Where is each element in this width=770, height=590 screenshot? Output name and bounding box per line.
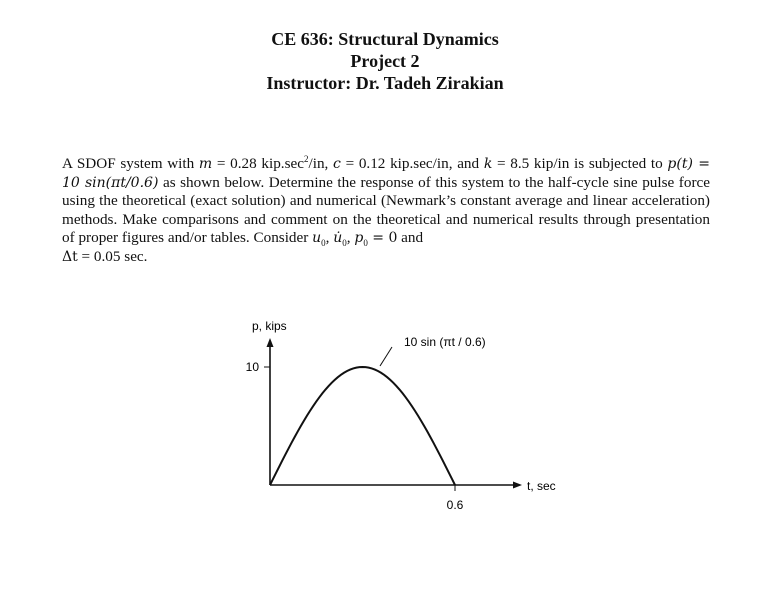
stiffness-symbol: k [483,156,493,172]
problem-text: A SDOF system with [62,155,199,172]
y-axis-label: p, kips [252,319,287,333]
x-axis-arrowhead [513,482,522,489]
p0-symbol: p [354,230,364,246]
problem-text: /in, [308,155,334,172]
initial-zero: = 0 [367,230,398,246]
problem-statement [62,155,710,266]
problem-text: as shown below. Determine the response of this system to the half-cycle sine pulse force using the theoretical (exact solution) and numerical (Newmark’s constant average and linear acceleration) methods. Make comparisons and comment on the theoretical and numerical results through presentation of proper figures and/or tables. Consider [62,173,710,246]
u0-dot-subscript: 0 [342,238,347,249]
problem-paragraph [62,155,710,266]
stiffness-value: = 8.5 kip/in is subjected to [492,155,663,172]
pulse-curve-series [270,367,455,485]
x-tick-label: 0.6 [446,498,464,512]
p0-subscript: 0 [363,238,368,249]
instructor-line: Instructor: Dr. Tadeh Zirakian [266,73,504,93]
damping-symbol: c [333,156,341,172]
u0-symbol: u [312,230,322,246]
separator: , [325,229,334,246]
y-tick-label: 10 [245,360,259,374]
mass-exponent: 2 [304,153,309,164]
mass-value: = 0.28 kip.sec [212,155,304,172]
mass-symbol: m [198,156,213,172]
half-sine-pulse-figure [230,310,556,525]
curve-label-leader [380,347,392,366]
project-title: Project 2 [350,51,420,71]
curve-label: 10 sin (πt / 0.6) [404,335,486,349]
u0-subscript: 0 [321,238,326,249]
time-step-symbol: Δt [62,248,78,265]
y-axis-arrowhead [267,338,274,347]
course-title: CE 636: Structural Dynamics [271,29,499,49]
x-axis-label: t, sec [527,479,556,493]
problem-text: and [397,229,424,246]
document-header [0,28,770,94]
load-expression: p(t) = 10 sin(πt/0.6) [62,156,710,191]
time-step-value: = 0.05 sec. [77,247,148,265]
damping-value: = 0.12 kip.sec/in, and [340,155,484,172]
u0-dot-symbol: u̇ [333,230,343,246]
separator: , [346,229,355,246]
